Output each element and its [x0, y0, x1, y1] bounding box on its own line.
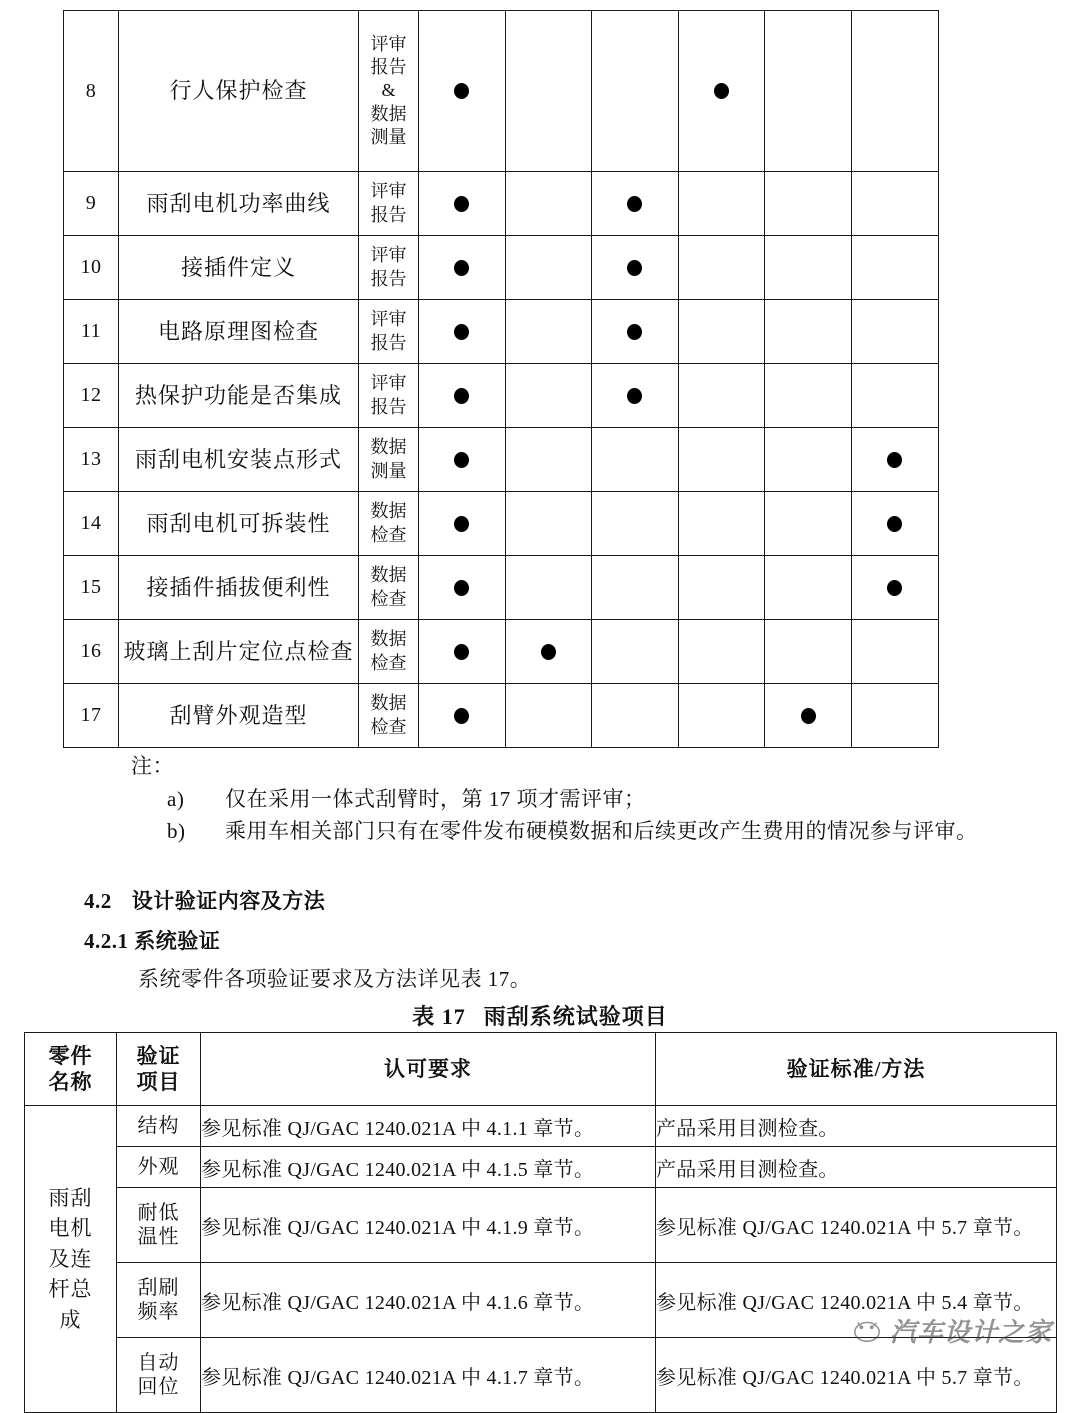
filled-dot-icon [714, 83, 729, 99]
row-number: 12 [64, 364, 119, 428]
dot-cell-filled [419, 300, 506, 364]
note-marker-b: b) [167, 819, 186, 844]
dot-cell-empty [765, 172, 852, 236]
dot-cell-filled [592, 300, 679, 364]
table-row [25, 1338, 1057, 1413]
row-item-name: 接插件插拔便利性 [119, 556, 359, 620]
dot-cell-filled [419, 492, 506, 556]
filled-dot-icon [887, 580, 902, 596]
dot-cell-filled [419, 11, 506, 172]
row-number: 9 [64, 172, 119, 236]
system-verification-table [24, 1032, 1057, 1413]
table-row [25, 1263, 1057, 1338]
watermark-text: 汽车设计之家 [890, 1318, 1053, 1347]
dot-cell-filled [851, 428, 938, 492]
row-number: 13 [64, 428, 119, 492]
note-marker-a: a) [167, 786, 185, 811]
row-method: 评审 报告 [359, 172, 419, 236]
dot-cell-filled [765, 684, 852, 748]
filled-dot-icon [887, 516, 902, 532]
dot-cell-filled [419, 172, 506, 236]
row-item-name: 雨刮电机可拆装性 [119, 492, 359, 556]
table17-header-row [25, 1033, 1057, 1106]
table17-body [25, 1106, 1057, 1413]
dot-cell-empty [765, 11, 852, 172]
verification-item-cell: 刮刷 频率 [117, 1263, 201, 1338]
section-heading-4-2 [84, 885, 325, 915]
standard-cell: 产品采用目测检查。 [656, 1147, 1057, 1188]
dot-cell-empty [592, 11, 679, 172]
section-number-4-2: 4.2 [84, 889, 112, 913]
filled-dot-icon [454, 260, 469, 276]
dot-cell-empty [765, 300, 852, 364]
requirement-cell: 参见标准 QJ/GAC 1240.021A 中 4.1.9 章节。 [201, 1188, 656, 1263]
filled-dot-icon [454, 324, 469, 340]
table-row [64, 492, 939, 556]
table17-header-requirement: 认可要求 [201, 1033, 656, 1106]
row-item-name: 热保护功能是否集成 [119, 364, 359, 428]
verification-item-cell: 结构 [117, 1106, 201, 1147]
row-item-name: 电路原理图检查 [119, 300, 359, 364]
standard-cell: 参见标准 QJ/GAC 1240.021A 中 5.7 章节。 [656, 1338, 1057, 1413]
dot-cell-empty [505, 428, 592, 492]
dot-cell-empty [765, 556, 852, 620]
note-item-a [63, 783, 1023, 816]
filled-dot-icon [887, 452, 902, 468]
row-method: 数据 测量 [359, 428, 419, 492]
table-row [25, 1106, 1057, 1147]
filled-dot-icon [627, 260, 642, 276]
dot-cell-empty [678, 364, 765, 428]
row-number: 8 [64, 11, 119, 172]
table17-head [25, 1033, 1057, 1106]
section-body-4-2-1: 系统零件各项验证要求及方法详见表 17。 [138, 967, 532, 991]
filled-dot-icon [454, 196, 469, 212]
standard-cell: 产品采用目测检查。 [656, 1106, 1057, 1147]
table17-caption [0, 1000, 1080, 1031]
table17-header-part: 零件 名称 [25, 1033, 117, 1106]
dot-cell-empty [505, 492, 592, 556]
filled-dot-icon [454, 452, 469, 468]
row-number: 14 [64, 492, 119, 556]
table-row [64, 556, 939, 620]
table-row [64, 620, 939, 684]
table-row [64, 364, 939, 428]
row-item-name: 刮臂外观造型 [119, 684, 359, 748]
row-number: 15 [64, 556, 119, 620]
notes-heading: 注： [131, 754, 174, 778]
dot-cell-empty [505, 556, 592, 620]
dot-cell-empty [505, 684, 592, 748]
dot-cell-empty [765, 236, 852, 300]
dot-cell-empty [678, 236, 765, 300]
requirement-cell: 参见标准 QJ/GAC 1240.021A 中 4.1.5 章节。 [201, 1147, 656, 1188]
dot-cell-empty [505, 11, 592, 172]
dot-cell-filled [592, 236, 679, 300]
dot-cell-empty [592, 620, 679, 684]
dot-cell-empty [505, 172, 592, 236]
verification-item-cell: 外观 [117, 1147, 201, 1188]
standard-cell: 参见标准 QJ/GAC 1240.021A 中 5.4 章节。 [656, 1263, 1057, 1338]
design-review-items-table [63, 10, 939, 748]
table-row [64, 300, 939, 364]
dot-cell-empty [505, 300, 592, 364]
dot-cell-filled [851, 556, 938, 620]
filled-dot-icon [454, 580, 469, 596]
verification-item-cell: 自动 回位 [117, 1338, 201, 1413]
row-method: 数据 检查 [359, 620, 419, 684]
dot-cell-empty [851, 236, 938, 300]
row-number: 10 [64, 236, 119, 300]
dot-cell-empty [851, 300, 938, 364]
requirement-cell: 参见标准 QJ/GAC 1240.021A 中 4.1.1 章节。 [201, 1106, 656, 1147]
filled-dot-icon [541, 644, 556, 660]
row-item-name: 雨刮电机功率曲线 [119, 172, 359, 236]
dot-cell-empty [851, 620, 938, 684]
dot-cell-filled [419, 364, 506, 428]
dot-cell-filled [419, 428, 506, 492]
part-name-cell: 雨刮 电机 及连 杆总 成 [25, 1106, 117, 1413]
dot-cell-filled [419, 556, 506, 620]
dot-cell-empty [592, 684, 679, 748]
table17-header-standard: 验证标准/方法 [656, 1033, 1057, 1106]
table-row [25, 1147, 1057, 1188]
row-method: 数据 检查 [359, 556, 419, 620]
standard-cell: 参见标准 QJ/GAC 1240.021A 中 5.7 章节。 [656, 1188, 1057, 1263]
dot-cell-empty [765, 620, 852, 684]
filled-dot-icon [454, 644, 469, 660]
dot-cell-filled [851, 492, 938, 556]
row-method: 评审 报告 [359, 364, 419, 428]
dot-cell-empty [592, 428, 679, 492]
requirement-cell: 参见标准 QJ/GAC 1240.021A 中 4.1.7 章节。 [201, 1338, 656, 1413]
filled-dot-icon [627, 324, 642, 340]
filled-dot-icon [454, 708, 469, 724]
row-item-name: 玻璃上刮片定位点检查 [119, 620, 359, 684]
section-heading-4-2-1: 4.2.1 系统验证 [84, 929, 221, 953]
table-notes [63, 750, 1023, 848]
filled-dot-icon [454, 516, 469, 532]
row-method: 评审 报告 [359, 236, 419, 300]
row-number: 17 [64, 684, 119, 748]
row-number: 16 [64, 620, 119, 684]
table17-caption-number: 表 17 [412, 1004, 466, 1029]
dot-cell-filled [592, 364, 679, 428]
table17-header-verification: 验证 项目 [117, 1033, 201, 1106]
dot-cell-empty [851, 364, 938, 428]
table-row [25, 1188, 1057, 1263]
dot-cell-empty [678, 620, 765, 684]
dot-cell-empty [851, 172, 938, 236]
table-row [64, 236, 939, 300]
dot-cell-empty [678, 172, 765, 236]
table16-body [64, 11, 939, 748]
note-item-b [63, 815, 1023, 848]
dot-cell-filled [419, 684, 506, 748]
row-method: 数据 检查 [359, 492, 419, 556]
row-item-name: 行人保护检查 [119, 11, 359, 172]
dot-cell-empty [678, 684, 765, 748]
dot-cell-empty [592, 492, 679, 556]
row-item-name: 雨刮电机安装点形式 [119, 428, 359, 492]
filled-dot-icon [801, 708, 816, 724]
row-method: 评审 报告 & 数据 测量 [359, 11, 419, 172]
dot-cell-filled [419, 620, 506, 684]
dot-cell-filled [592, 172, 679, 236]
dot-cell-empty [505, 364, 592, 428]
dot-cell-empty [765, 492, 852, 556]
dot-cell-empty [678, 492, 765, 556]
row-number: 11 [64, 300, 119, 364]
dot-cell-empty [851, 684, 938, 748]
note-text-a: 仅在采用一体式刮臂时，第 17 项才需评审； [225, 786, 646, 811]
verification-item-cell: 耐低 温性 [117, 1188, 201, 1263]
filled-dot-icon [454, 388, 469, 404]
dot-cell-empty [765, 364, 852, 428]
dot-cell-empty [765, 428, 852, 492]
dot-cell-empty [678, 428, 765, 492]
table-row [64, 11, 939, 172]
dot-cell-empty [678, 300, 765, 364]
row-method: 评审 报告 [359, 300, 419, 364]
table-row [64, 172, 939, 236]
row-method: 数据 检查 [359, 684, 419, 748]
dot-cell-empty [592, 556, 679, 620]
filled-dot-icon [454, 83, 469, 99]
dot-cell-empty [678, 556, 765, 620]
dot-cell-empty [505, 236, 592, 300]
note-text-b: 乘用车相关部门只有在零件发布硬模数据和后续更改产生费用的情况参与评审。 [225, 819, 978, 844]
filled-dot-icon [627, 388, 642, 404]
dot-cell-empty [851, 11, 938, 172]
dot-cell-filled [419, 236, 506, 300]
dot-cell-filled [505, 620, 592, 684]
section-title-4-2: 设计验证内容及方法 [131, 889, 326, 913]
table17-caption-title: 雨刮系统试验项目 [483, 1004, 668, 1029]
row-item-name: 接插件定义 [119, 236, 359, 300]
table-row [64, 428, 939, 492]
dot-cell-filled [678, 11, 765, 172]
table-row [64, 684, 939, 748]
requirement-cell: 参见标准 QJ/GAC 1240.021A 中 4.1.6 章节。 [201, 1263, 656, 1338]
filled-dot-icon [627, 196, 642, 212]
